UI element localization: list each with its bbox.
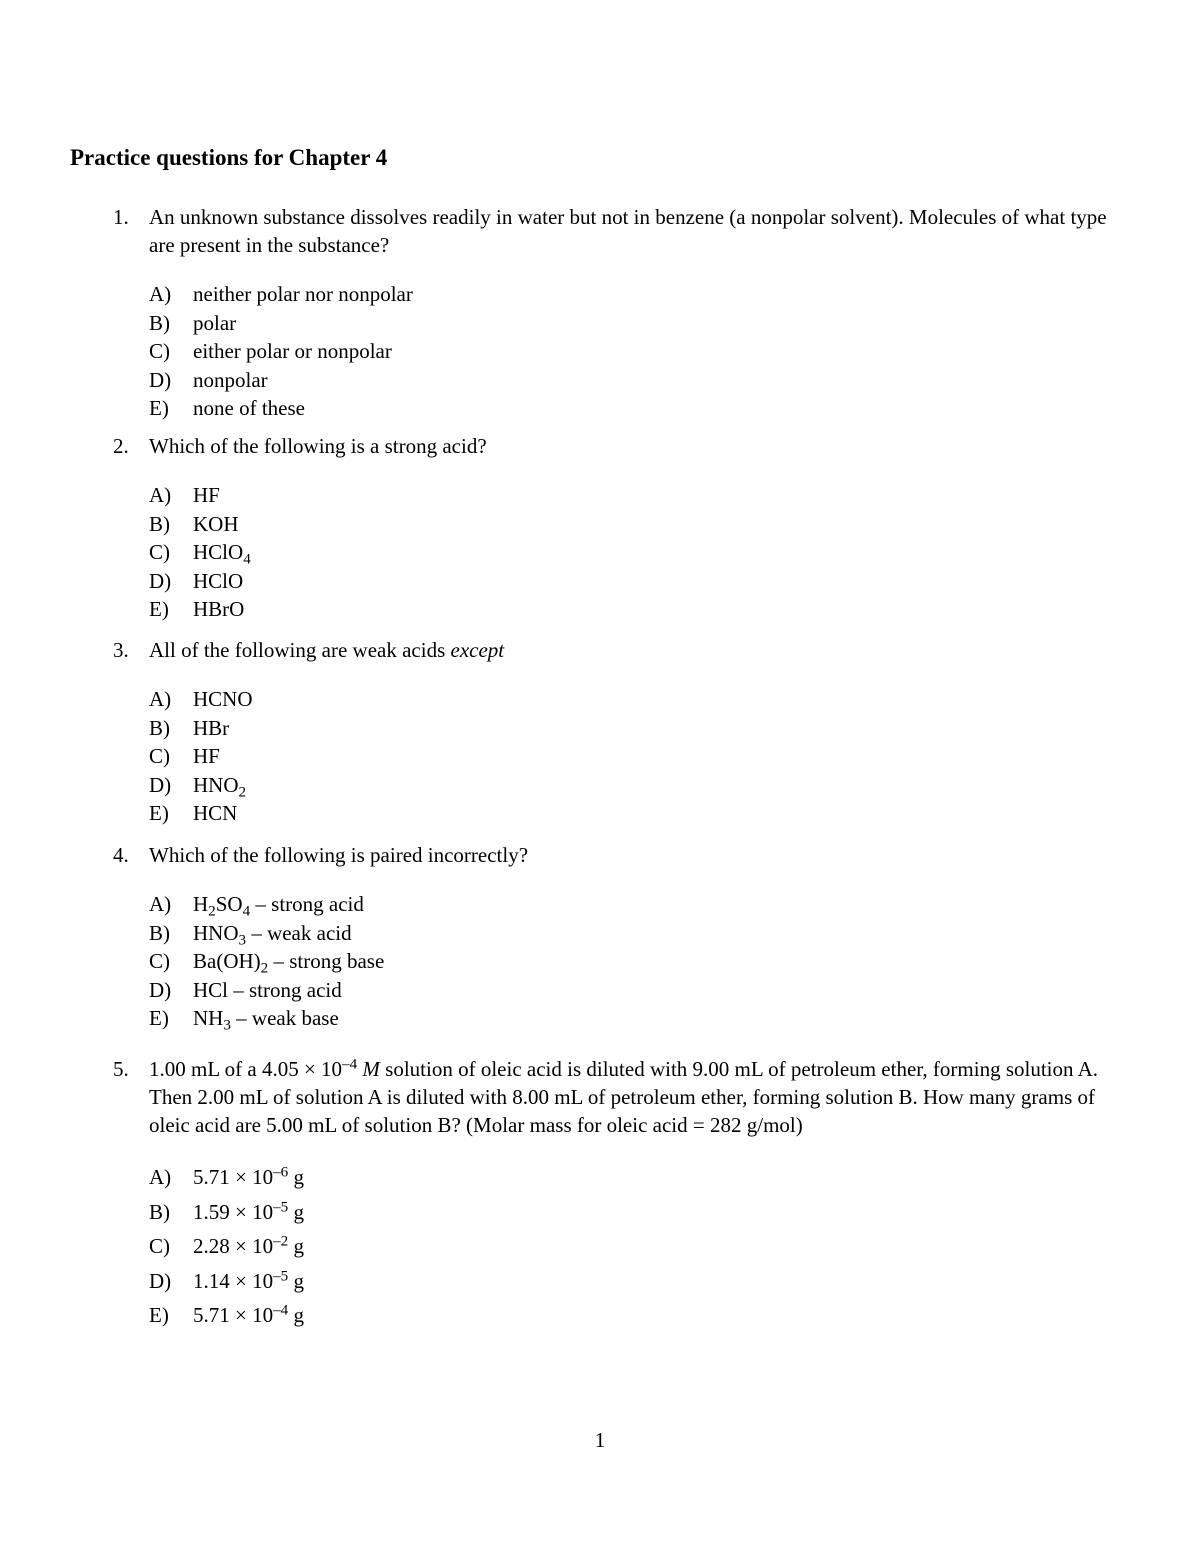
- option-text: polar: [193, 310, 237, 335]
- question-stem: 1.00 mL of a $4.05 \times 10^{-4}$ M solution of oleic acid is diluted with 9.00 mL of petroleum ether, forming solution A. Then 2.00 mL of solution A is diluted with 8.00 mL of petroleum ether, forming solution B. How many grams of oleic acid are 5.00 mL of solution B? (Molar mass for oleic acid = 282 g/mol): [149, 1056, 1099, 1137]
- option-c: [149, 742, 1133, 771]
- option-text: $HNO_3$ – weak acid: [193, 920, 352, 949]
- answer-options: [149, 280, 1133, 423]
- option-text: $NH_3$ – weak base: [193, 1006, 339, 1034]
- option-text: $HNO_2$: [193, 772, 247, 801]
- page-title: Practice questions for Chapter 4: [70, 145, 388, 170]
- option-letter: D): [149, 977, 172, 1002]
- option-letter: A): [149, 892, 172, 916]
- option-a: [149, 481, 1133, 510]
- option-e: [149, 1298, 1133, 1333]
- option-c: [149, 337, 1133, 366]
- option-letter: C): [149, 744, 170, 768]
- option-letter: A): [149, 483, 172, 507]
- option-b: [149, 510, 1133, 539]
- option-letter: C): [149, 339, 170, 363]
- option-letter: B): [149, 511, 170, 536]
- option-text: HCNO: [193, 687, 253, 711]
- question-1: [113, 203, 1133, 444]
- option-text: neither polar nor nonpolar: [193, 282, 413, 306]
- option-letter: A): [149, 282, 172, 306]
- option-b: [149, 1195, 1133, 1230]
- answer-options: [149, 1160, 1133, 1333]
- option-letter: B): [149, 310, 170, 335]
- option-a: [149, 685, 1133, 714]
- option-letter: B): [149, 715, 170, 740]
- option-text: $Ba(OH)_2$ – strong base: [193, 949, 385, 977]
- page-number: 1: [594, 1428, 606, 1452]
- question-stem: Which of the following is paired incorrectly?: [149, 843, 529, 867]
- question-number: 1.: [113, 205, 129, 229]
- question-number: 4.: [113, 843, 129, 867]
- option-text: $2.28 \times 10^{-2}$ g: [193, 1233, 304, 1259]
- question-3: [113, 636, 1133, 849]
- option-d: [149, 771, 1133, 800]
- answer-options: [149, 685, 1133, 828]
- option-letter: D): [149, 1268, 172, 1293]
- option-letter: E): [149, 396, 169, 420]
- option-text: $1.59 \times 10^{-5}$ g: [193, 1199, 304, 1224]
- option-text: HBr: [193, 715, 230, 740]
- question-number: 3.: [113, 638, 129, 662]
- option-d: [149, 567, 1133, 596]
- option-letter: D): [149, 367, 172, 392]
- option-a: [149, 890, 1133, 919]
- option-text: HF: [193, 744, 220, 768]
- question-2: [113, 432, 1133, 645]
- option-d: [149, 1264, 1133, 1299]
- question-stem: An unknown substance dissolves readily in water but not in benzene (a nonpolar solvent). Molecules of what type are present in the substance?: [149, 205, 1107, 257]
- question-stem: All of the following are weak acids except: [149, 638, 505, 662]
- option-e: [149, 595, 1133, 624]
- option-letter: E): [149, 597, 169, 621]
- option-text: HClO$_4$: [193, 540, 251, 568]
- option-b: [149, 309, 1133, 338]
- answer-options: [149, 481, 1133, 624]
- option-b: [149, 714, 1133, 743]
- option-e: [149, 799, 1133, 828]
- option-text: HCl – strong acid: [193, 977, 342, 1002]
- option-text: $1.14 \times 10^{-5}$ g: [193, 1268, 304, 1293]
- option-letter: B): [149, 920, 170, 945]
- option-b: [149, 919, 1133, 948]
- question-5: [113, 1055, 1133, 1354]
- question-stem: Which of the following is a strong acid?: [149, 434, 487, 458]
- option-text: nonpolar: [193, 367, 268, 392]
- option-d: [149, 366, 1133, 395]
- option-text: $5.71 \times 10^{-4}$ g: [193, 1302, 304, 1328]
- option-text: $5.71 \times 10^{-6}$ g: [193, 1164, 304, 1189]
- option-letter: E): [149, 1303, 169, 1328]
- question-4: [113, 841, 1133, 1054]
- option-letter: D): [149, 568, 172, 593]
- option-letter: C): [149, 949, 170, 973]
- option-text: KOH: [193, 511, 239, 536]
- option-letter: B): [149, 1199, 170, 1224]
- option-e: [149, 1004, 1133, 1033]
- option-text: none of these: [193, 396, 305, 420]
- option-text: HBrO: [193, 597, 245, 621]
- option-a: [149, 280, 1133, 309]
- option-letter: D): [149, 772, 172, 797]
- option-e: [149, 394, 1133, 423]
- question-number: 2.: [113, 434, 129, 458]
- option-c: [149, 1229, 1133, 1264]
- option-text: HClO: [193, 568, 244, 593]
- option-letter: C): [149, 540, 170, 564]
- option-c: [149, 538, 1133, 567]
- option-c: [149, 947, 1133, 976]
- option-letter: A): [149, 1165, 172, 1189]
- answer-options: [149, 890, 1133, 1033]
- option-letter: A): [149, 687, 172, 711]
- option-letter: E): [149, 1006, 169, 1030]
- option-text: either polar or nonpolar: [193, 339, 392, 363]
- question-number: 5.: [113, 1057, 129, 1081]
- option-letter: C): [149, 1234, 170, 1259]
- option-text: $H_2SO_4$ – strong acid: [193, 892, 364, 920]
- option-a: [149, 1160, 1133, 1195]
- option-text: HF: [193, 483, 220, 507]
- option-d: [149, 976, 1133, 1005]
- option-text: HCN: [193, 801, 238, 825]
- option-letter: E): [149, 801, 169, 825]
